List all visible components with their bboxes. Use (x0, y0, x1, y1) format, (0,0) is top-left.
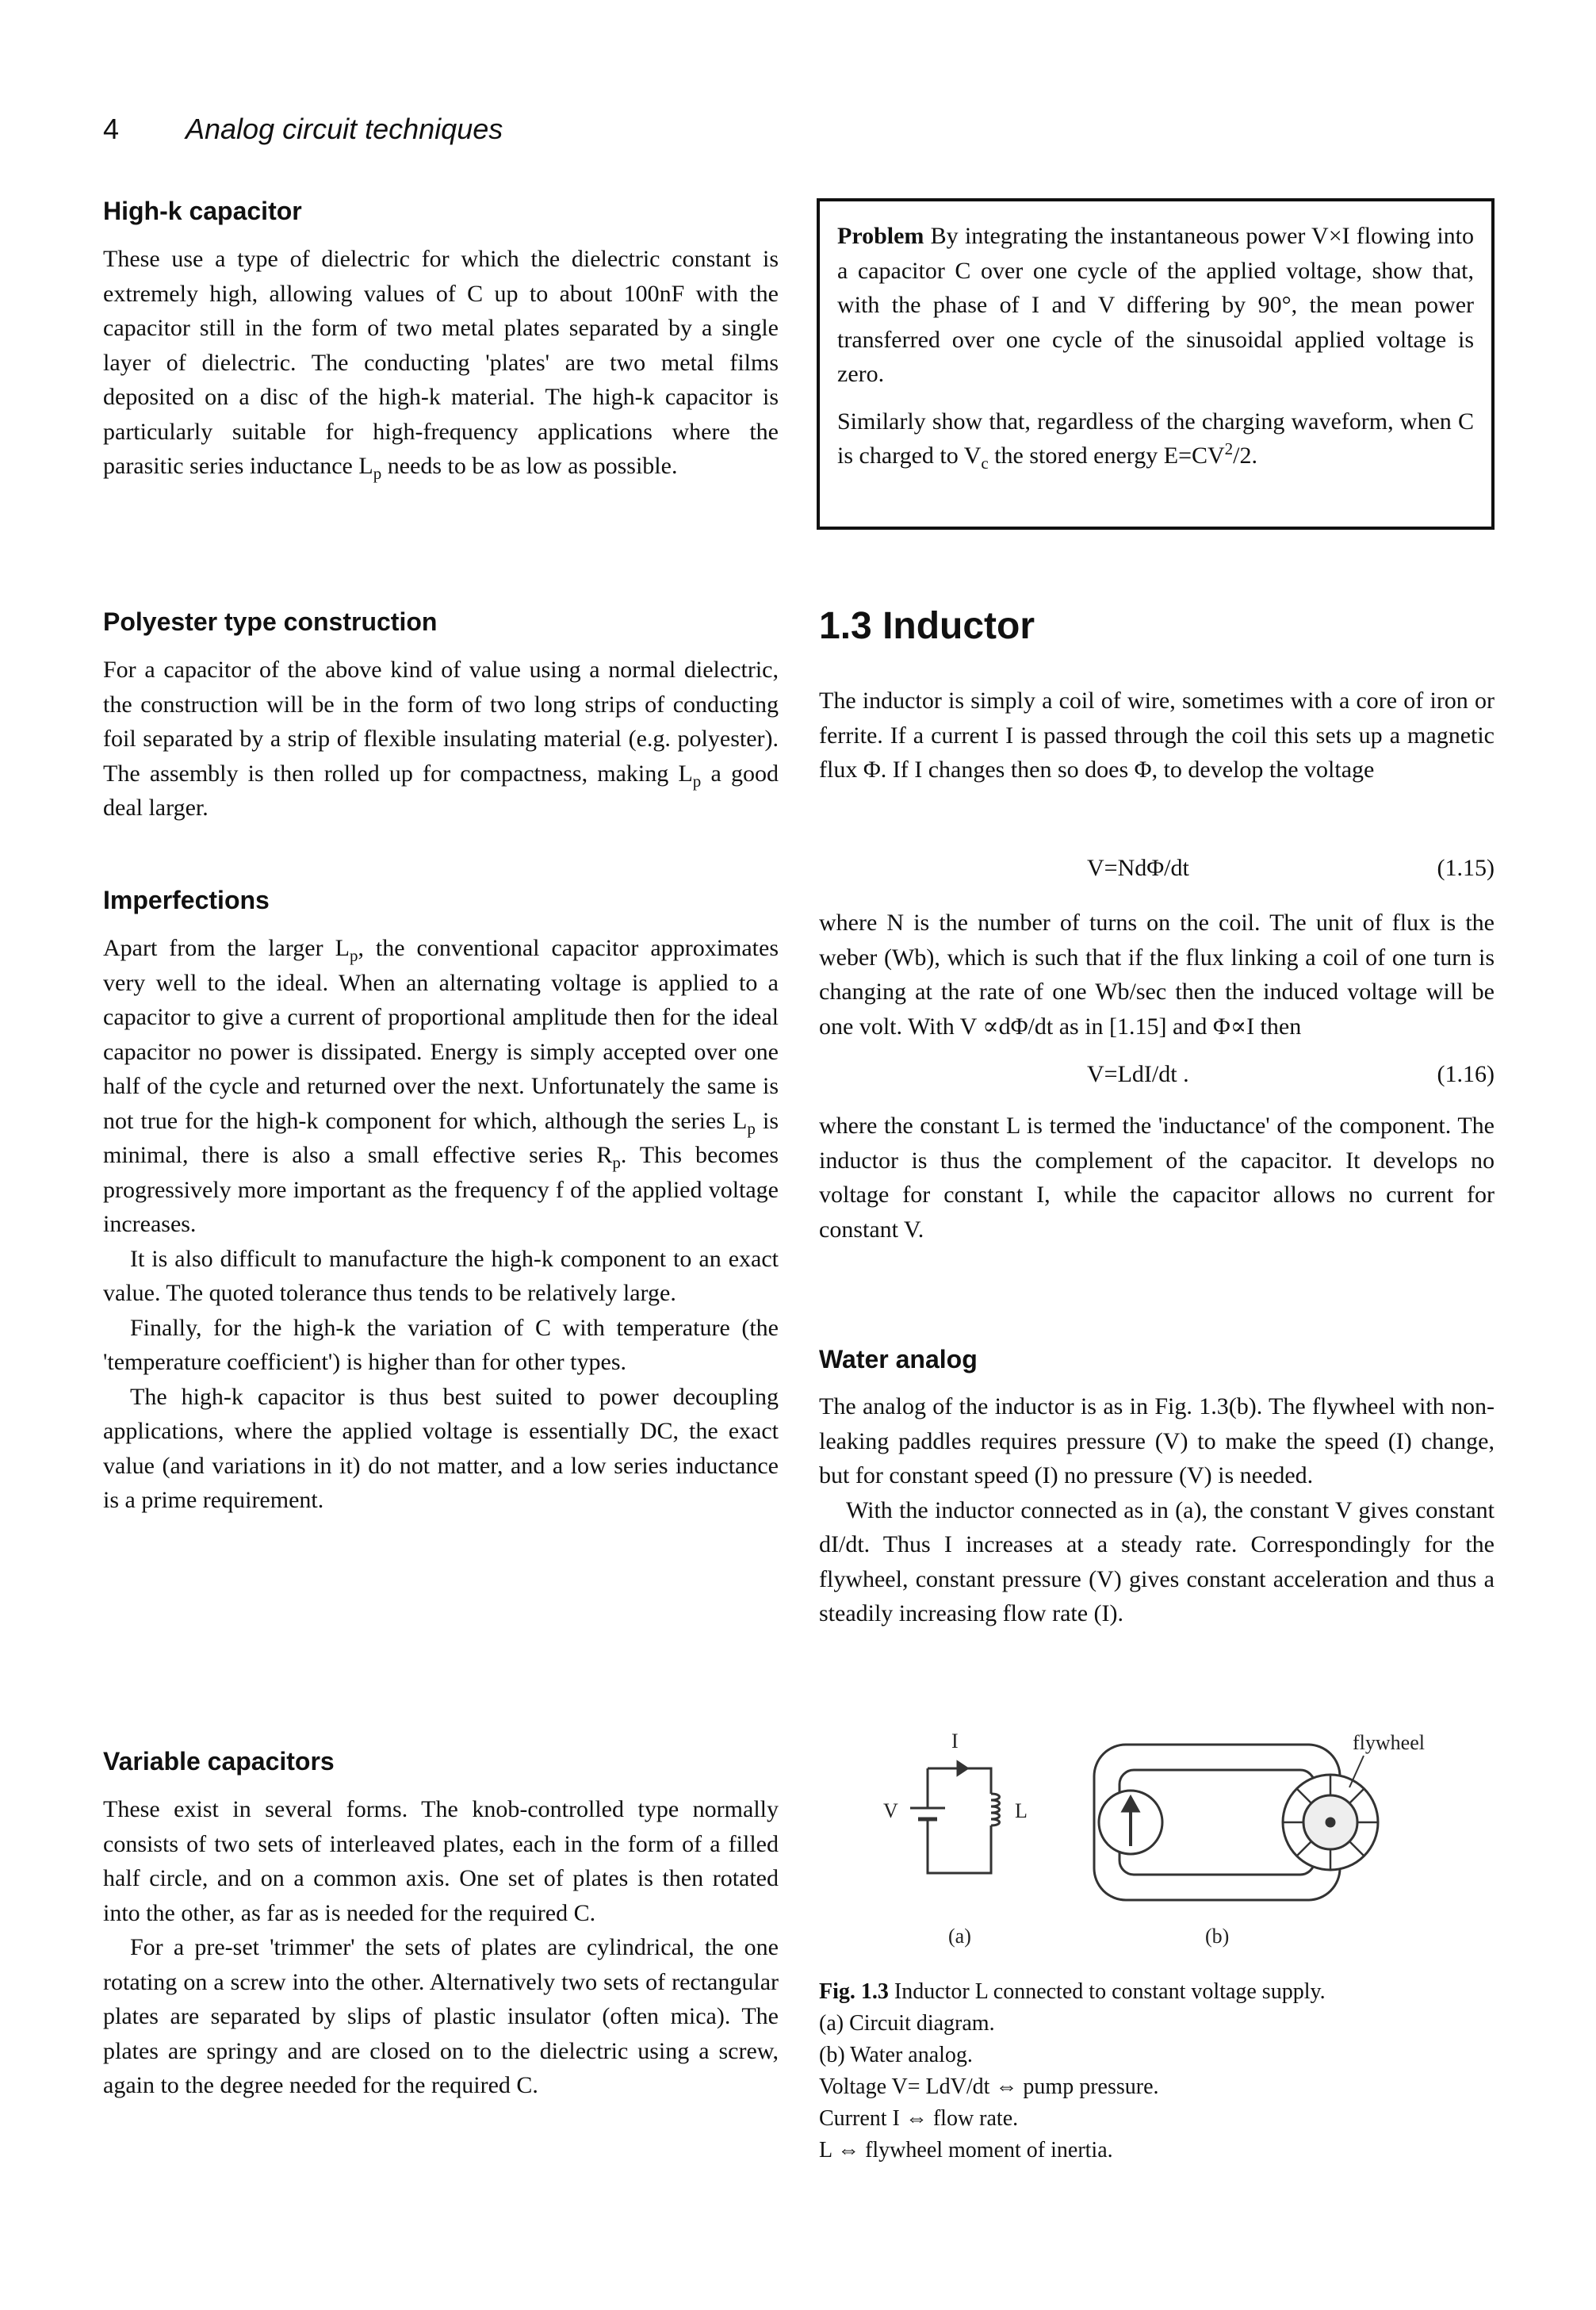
caption-line-5: Current I ⇔ flow rate. (819, 2106, 1019, 2131)
text-imp-b: , the conventional capacitor approximates very well to the ideal. When an alternating voltage is applied to a capacitor to give a current of proportional amplitude then for the ideal capacitor no power is dissipated. Energy is simply accepted over one half of the cycle and returned over the next. Unfortunately the same is not true for the high-k component for which, although the series L (103, 935, 779, 1134)
equation-number: (1.16) (1437, 1061, 1495, 1087)
heading-imperfections: Imperfections (103, 886, 270, 914)
wire-right-bottom (928, 1825, 991, 1873)
equation-text: V=NdΦ/dt (1087, 855, 1189, 881)
paragraph-var-2: For a pre-set 'trimmer' the sets of plates are cylindrical, the one rotating on a screw into the other. Alternatively two sets of rectangular plates are separated by slips of plastic insulator (often mica). The plates are springy and are closed on to the dielectric using a screw, again to the degree needed for the required C. (103, 1934, 779, 2098)
problem-box (817, 198, 1495, 530)
label-b: (b) (1205, 1925, 1230, 1948)
paragraph-imp-3: Finally, for the high-k the variation of C with temperature (the 'temperature coefficient') is higher than for other types. (103, 1314, 779, 1375)
paragraph-imperfections (103, 931, 779, 1518)
paragraph-polyester (103, 653, 779, 826)
heading-polyester: Polyester type construction (103, 607, 438, 636)
label-current-I: I (951, 1730, 959, 1753)
sub-p: p (612, 1153, 621, 1172)
caption-line-3: (b) Water analog. (819, 2043, 973, 2067)
caption-label: Fig. 1.3 (819, 1979, 889, 2004)
water-analog-diagram (1094, 1745, 1378, 1900)
problem-label: Problem (837, 223, 924, 249)
sup-2: 2 (1224, 439, 1234, 458)
problem-text-2c: /2. (1233, 442, 1258, 469)
problem-text-1: By integrating the instantaneous power V×I flowing into a capacitor C over one cycle of the applied voltage, show that, with the phase of I and V differing by 90°, the mean power transferred over one cycle of the sinusoidal applied voltage is zero. (837, 223, 1475, 387)
equation-number: (1.15) (1437, 855, 1495, 881)
text-poly-b: a good deal larger. (103, 760, 779, 821)
circuit-diagram (910, 1762, 1000, 1873)
running-head (103, 113, 503, 146)
paragraph-after-eq1: where N is the number of turns on the coil. The unit of flux is the weber (Wb), which is such that if the flux linking a coil of one turn is changing at the rate of one Wb/sec then the induced voltage will be one volt. With V ∝dΦ/dt as in [1.15] and Φ∝I then (819, 910, 1495, 1040)
section-title-inductor: 1.3 Inductor (819, 605, 1035, 647)
figure-caption (819, 1976, 1495, 2166)
label-voltage-V: V (883, 1799, 898, 1822)
text-imp-d: . This becomes progressively more important as the frequency f of the applied voltage increases. (103, 1142, 779, 1237)
sub-c: c (981, 454, 989, 473)
inductor-coil (991, 1794, 1000, 1825)
flywheel-axle (1326, 1818, 1334, 1826)
sub-p: p (692, 771, 702, 791)
text-imp-c: is minimal, there is also a small effective series R (103, 1107, 779, 1168)
text-highk-b: needs to be as low as possible. (381, 453, 678, 479)
heading-highk-capacitor: High-k capacitor (103, 197, 302, 225)
page-number: 4 (103, 113, 120, 145)
caption-line-6: L ⇔ flywheel moment of inertia. (819, 2138, 1113, 2163)
label-flywheel: flywheel (1353, 1731, 1425, 1754)
figure-1-3 (872, 1729, 1475, 1959)
paragraph-imp-2: It is also difficult to manufacture the high-k component to an exact value. The quoted tolerance thus tends to be relatively large. (103, 1245, 779, 1306)
text-highk-a: These use a type of dielectric for which the dielectric constant is extremely high, allowing values of C up to about 100nF with the capacitor still in the form of two metal plates separated by a single layer of dielectric. The conducting 'plates' are two metal films deposited on a disc of the high-k material. The high-k capacitor is particularly suitable for high-frequency applications where the parasitic series inductance L (103, 246, 779, 479)
paragraph-water-2: With the inductor connected as in (a), the constant V gives constant dI/dt. Thus I increases at a steady rate. Correspondingly for the flywheel, constant pressure (V) gives constant acceleration and thus a steadily increasing flow rate (I). (819, 1496, 1495, 1626)
heading-water-analog: Water analog (819, 1345, 978, 1373)
caption-line-2: (a) Circuit diagram. (819, 2011, 995, 2036)
caption-line-4: Voltage V= LdV/dt ⇔ pump pressure. (819, 2074, 1159, 2099)
problem-text-2b: the stored energy E=CV (988, 442, 1225, 469)
caption-line-1: Inductor L connected to constant voltage supply. (888, 1979, 1326, 2004)
text-poly-a: For a capacitor of the above kind of value using a normal dielectric, the construction will be in the form of two long strips of conducting foil separated by a strip of flexible insulating material (e.g. polyester). The assembly is then rolled up for compactness, making L (103, 657, 779, 787)
paragraph-inductor: The inductor is simply a coil of wire, sometimes with a core of iron or ferrite. If a current I is passed through the coil this sets up a magnetic flux Φ. If I changes then so does Φ, to develop the voltage (819, 688, 1495, 783)
equation-text: V=LdI/dt . (1087, 1061, 1189, 1087)
paragraph-imp-4: The high-k capacitor is thus best suited to power decoupling applications, where the applied voltage is essentially DC, the exact value (and variations in it) do not matter, and a low series inductance is a prime requirement. (103, 1383, 779, 1513)
sub-p: p (373, 464, 382, 483)
heading-variable-capacitors: Variable capacitors (103, 1747, 335, 1776)
running-title: Analog circuit techniques (186, 113, 503, 145)
sub-p: p (349, 946, 358, 965)
label-inductance-L: L (1015, 1799, 1028, 1822)
paragraph-highk (103, 242, 779, 484)
problem-text-2a: Similarly show that, regardless of the charging waveform, when C is charged to V (837, 408, 1474, 469)
paragraph-water-1: The analog of the inductor is as in Fig. 1.3(b). The flywheel with non-leaking paddles requires pressure (V) to make the speed (I) change, but for constant speed (I) no pressure (V) is needed. (819, 1393, 1495, 1488)
current-arrow-icon (958, 1762, 967, 1775)
label-a: (a) (948, 1925, 971, 1948)
text-imp-a: Apart from the larger L (103, 935, 350, 961)
paragraph-var-1: These exist in several forms. The knob-controlled type normally consists of two sets of interleaved plates, each in the form of a filled half circle, and on a common axis. One set of plates is then rotated into the other, as far as is needed for the required C. (103, 1796, 779, 1926)
paragraph-variable (103, 1792, 779, 2103)
paragraph-water (819, 1389, 1495, 1631)
paragraph-after-eq2: where the constant L is termed the 'inductance' of the component. The inductor is thus the complement of the capacitor. It develops no voltage for constant I, while the capacitor allows no current for constant V. (819, 1113, 1495, 1243)
sub-p: p (747, 1118, 756, 1138)
